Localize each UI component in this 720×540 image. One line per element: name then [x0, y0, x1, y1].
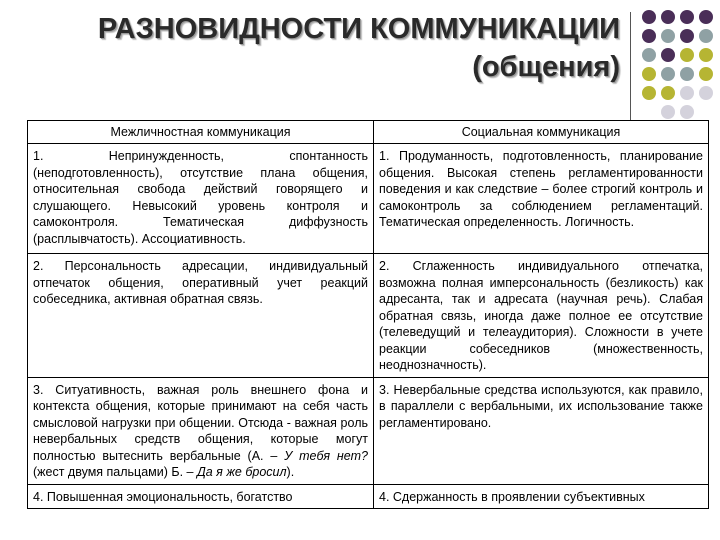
decor-dot: [699, 29, 713, 43]
decor-dot: [699, 48, 713, 62]
decor-dot: [642, 29, 656, 43]
cell-text: (жест двумя пальцами) Б. –: [33, 465, 197, 479]
title-line-2: (общения): [472, 51, 620, 83]
interpersonal-cell: [28, 377, 374, 484]
table-row: [28, 144, 709, 254]
interpersonal-cell: 2. Персональность адресации, индивидуальный отпечаток общения, оперативный учет реакций собеседника, активная обратная связь.: [28, 254, 374, 378]
table-row: [28, 484, 709, 509]
decor-dot: [642, 48, 656, 62]
decor-dot: [680, 86, 694, 100]
decor-dot: [680, 10, 694, 24]
cell-text: ).: [286, 465, 295, 479]
decor-dot: [642, 67, 656, 81]
decor-dot: [680, 29, 694, 43]
decor-dot: [680, 48, 694, 62]
title-line-1: РАЗНОВИДНОСТИ КОММУНИКАЦИИ: [97, 13, 620, 45]
decor-dot: [661, 67, 675, 81]
decor-dot: [661, 48, 675, 62]
decor-dot: [699, 67, 713, 81]
table-row: [28, 377, 709, 484]
decor-dot: [661, 29, 675, 43]
dialogue-quote-2: Да я же бросил: [196, 465, 287, 479]
social-cell: 2. Сглаженность индивидуального отпечатка, возможна полная имперсональность (безликость) как адресанта, так и адресата (научная речь). Слабая обратная связь, иногда даже полное ее отсутствие (телеведущий и телеаудитория). Сложности в учете реакции собеседников (множественность, неоднозначность).: [374, 254, 709, 378]
decor-dot-grid: [640, 8, 720, 120]
table-header-row: [28, 121, 709, 144]
social-cell: 3. Невербальные средства используются, как правило, в параллели с вербальными, их использование также регламентировано.: [374, 377, 709, 484]
table-row: [28, 254, 709, 378]
slide-title: [0, 10, 620, 86]
decor-dot: [699, 10, 713, 24]
interpersonal-cell: 4. Повышенная эмоциональность, богатство: [28, 484, 374, 509]
dialogue-quote-1: У тебя нет?: [284, 448, 368, 463]
social-cell: 1. Продуманность, подготовленность, планирование общения. Высокая степень регламентированности поведения и как следствие – более строгий контроль и самоконтроль за соблюдением регламентаций. Тематическая определенность. Логичность.: [374, 144, 709, 254]
interpersonal-cell: 1. Непринужденность, спонтанность (неподготовленность), отсутствие плана общения, относительная свобода действий говорящего и слушающего. Невысокий уровень контроля и самоконтроля. Тематическая диффузность (расплывчатость). Ассоциативность.: [28, 144, 374, 254]
decor-dot: [661, 86, 675, 100]
decor-dot: [661, 105, 675, 119]
header-interpersonal: Межличностная коммуникация: [28, 121, 374, 144]
social-cell: 4. Сдержанность в проявлении субъективных: [374, 484, 709, 509]
decor-dot: [642, 86, 656, 100]
decor-divider: [630, 12, 631, 120]
decor-dot: [680, 105, 694, 119]
decor-dot: [699, 86, 713, 100]
cell-text: 3. Ситуативность, важная роль внешнего фона и контекста общения, которые принимают на себя часть смысловой нагрузки при общении. Отсюда - важная роль невербальных средств общения, которые могут полностью вытеснить вербальные (А. –: [33, 382, 368, 463]
decor-dot: [642, 10, 656, 24]
communication-table: [27, 120, 709, 509]
decor-dot: [661, 10, 675, 24]
decor-dot: [680, 67, 694, 81]
header-social: Социальная коммуникация: [374, 121, 709, 144]
